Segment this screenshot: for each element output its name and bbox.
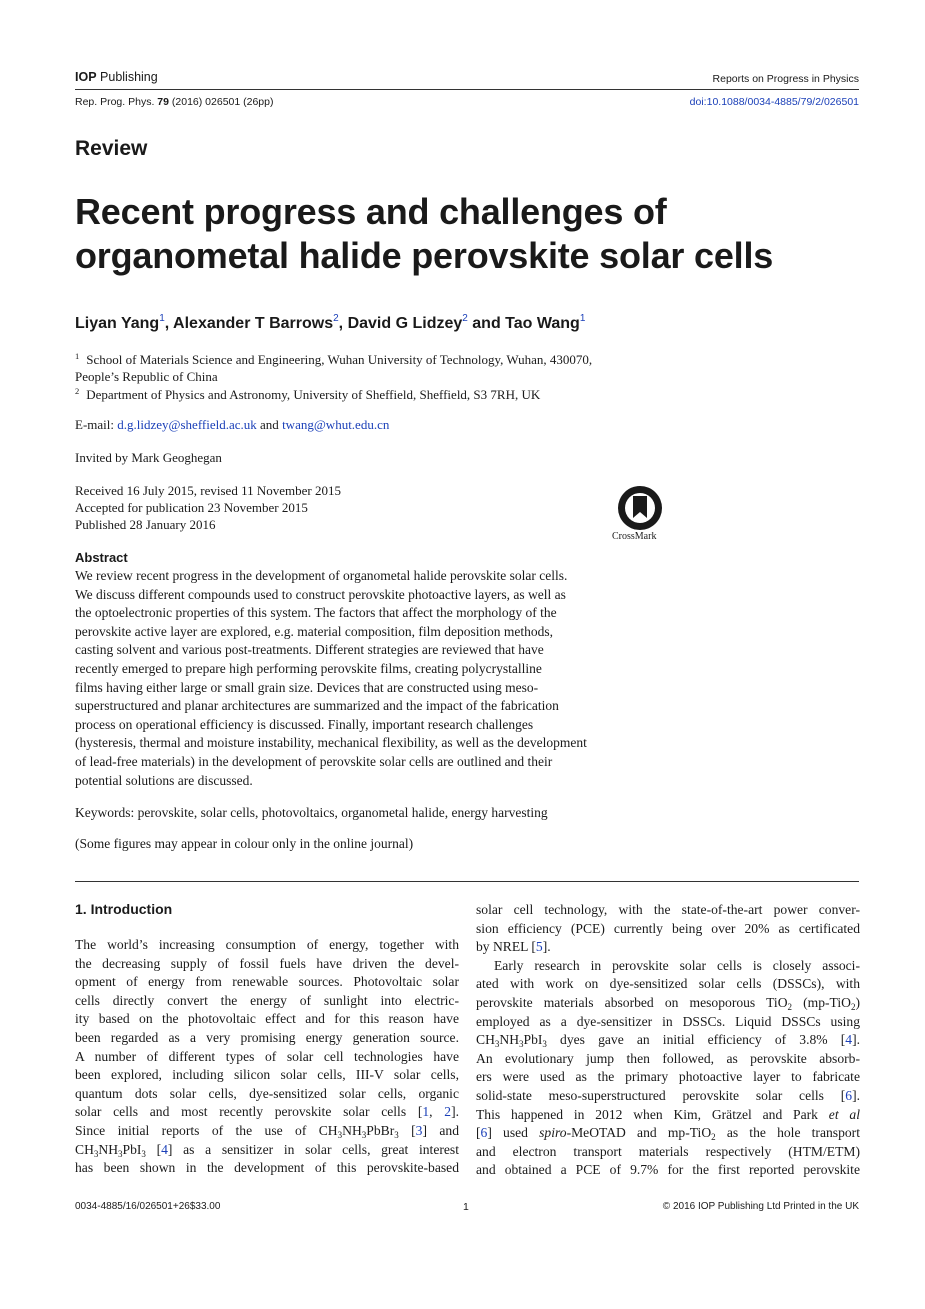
publisher-logo: IOP Publishing — [75, 70, 158, 84]
published-date: Published 28 January 2016 — [75, 517, 216, 532]
citation: Rep. Prog. Phys. 79 (2016) 026501 (26pp) — [75, 96, 274, 108]
footer-copyright: © 2016 IOP Publishing Ltd Printed in the UK — [662, 1201, 859, 1212]
abstract-line: of lead-free materials) in the development of perovskite solar cells are outlined and their — [75, 753, 553, 769]
article-title: Recent progress and challenges of organometal halide perovskite solar cells — [75, 191, 774, 276]
doi-link[interactable]: doi:10.1088/0034-4885/79/2/026501 — [689, 96, 859, 108]
body-line: opment of energy from renewable sources. Photovoltaic solar — [75, 974, 459, 990]
affiliation-2: $^2$ Department of Physics and Astronomy, University of Sheffield, Sheffield, S3 7RH, UK — [75, 386, 541, 402]
ref-link[interactable]: 4 — [845, 1032, 853, 1048]
abstract-heading: Abstract — [75, 550, 128, 565]
author-list — [75, 313, 585, 333]
abstract-line: casting solvent and various post-treatments. Different strategies are reviewed that have — [75, 642, 544, 658]
abstract-line: process on operational efficiency is discussed. Finally, important research challenges — [75, 716, 534, 732]
ref-link[interactable]: 3 — [415, 1122, 423, 1138]
body-line: Early research in perovskite solar cells is closely associ- — [494, 957, 860, 973]
body-line: A number of different types of solar cell technologies have — [75, 1048, 459, 1064]
abstract-line: We discuss different compounds used to construct perovskite photoactive layers, as well as — [75, 586, 566, 602]
author-affiliation-mark[interactable]: 1 — [159, 313, 165, 324]
ref-link[interactable]: 2 — [444, 1104, 452, 1120]
article-type: Review — [75, 137, 148, 160]
abstract-line: the optoelectronic properties of this system. The factors that affect the morphology of the — [75, 605, 557, 621]
body-line: solid-state meso-superstructured perovskite solar cells [6]. — [476, 1087, 860, 1103]
header-rule — [75, 89, 859, 90]
body-line: The world’s increasing consumption of energy, together with — [75, 937, 459, 952]
body-line: quantum dots solar cells, dye-sensitized solar cells, organic — [75, 1085, 459, 1101]
ref-link[interactable]: 1 — [422, 1104, 430, 1120]
author-affiliation-mark[interactable]: 2 — [462, 313, 468, 324]
journal-name: Reports on Progress in Physics — [712, 73, 859, 85]
ref-link[interactable]: 6 — [845, 1087, 853, 1103]
keywords: Keywords: perovskite, solar cells, photovoltaics, organometal halide, energy harvesting — [75, 805, 548, 820]
abstract-line: potential solutions are discussed. — [75, 772, 253, 788]
right-column — [476, 901, 860, 1180]
abstract-line: recently emerged to prepare high performing perovskite films, creating polycrystalline — [75, 660, 542, 676]
body-line: An evolutionary jump then followed, as perovskite absorb- — [476, 1050, 860, 1066]
body-line: Since initial reports of the use of $CH_3NH_3PbBr_3$ [3] and — [75, 1122, 459, 1140]
body-line: employed as a dye-sensitizer in DSSCs. Liquid DSSCs using — [476, 1013, 860, 1029]
abstract-line: superstructured and planar architectures are summarized and the impact of the fabrication — [75, 698, 559, 714]
email-line: E-mail: d.g.lidzey@sheffield.ac.uk and twang@whut.edu.cn — [75, 417, 390, 432]
abstract-line: films having either large or small grain size. Devices that are constructed using meso- — [75, 679, 539, 695]
abstract-line: (hysteresis, thermal and moisture instability, mechanical flexibility, as well as the development — [75, 735, 587, 751]
email-link-2[interactable]: twang@whut.edu.cn — [282, 417, 390, 432]
email-link-1[interactable]: d.g.lidzey@sheffield.ac.uk — [117, 417, 257, 432]
body-line: perovskite materials absorbed on mesoporous TiO$_2$ (mp-TiO$_2$) — [476, 994, 860, 1012]
body-rule — [75, 881, 859, 882]
footer-code: 0034-4885/16/026501+26$33.00 — [75, 1201, 221, 1212]
body-line: [6] used spiro-MeOTAD and mp-TiO$_2$ as the hole transport — [476, 1125, 860, 1143]
body-line: the decreasing supply of fossil fuels have driven the devel- — [75, 955, 459, 971]
abstract-line: perovskite active layer are explored, e.g. material composition, film deposition methods, — [75, 623, 553, 639]
author-name: Tao Wang — [505, 315, 580, 332]
author-affiliation-mark[interactable]: 2 — [333, 313, 339, 324]
body-line: has been shown in the development of this perovskite-based — [75, 1160, 459, 1176]
author-separator: , — [164, 315, 174, 332]
author-affiliation-mark[interactable]: 1 — [579, 313, 586, 324]
ref-link[interactable]: 5 — [535, 939, 543, 955]
section-heading-introduction: 1. Introduction — [75, 901, 173, 917]
ref-link[interactable]: 6 — [480, 1125, 488, 1141]
body-line: solar cells and most recently perovskite solar cells [1, 2]. — [75, 1104, 459, 1120]
body-line: ity based on the photovoltaic effect and for this reason have — [75, 1011, 459, 1027]
received-date: Received 16 July 2015, revised 11 November 2015 — [75, 483, 341, 498]
body-line: cells directly convert the energy of sunlight into electric- — [75, 992, 459, 1008]
body-line: been explored, including silicon solar cells, III-V solar cells, — [75, 1067, 459, 1083]
left-column — [75, 936, 459, 1178]
author-separator: and — [467, 315, 506, 332]
body-line: and electron transport materials respectively (HTM/ETM) — [476, 1143, 860, 1159]
page-number: 1 — [463, 1201, 469, 1213]
body-line: This happened in 2012 when Kim, Grätzel and Park et al — [476, 1106, 860, 1122]
body-line: $CH_3NH_3PbI_3$ [4] as a sensitizer in solar cells, great interest — [75, 1141, 459, 1159]
author-name: David G Lidzey — [347, 315, 463, 332]
body-line: been regarded as a very promising energy generation source. — [75, 1029, 459, 1045]
body-line: solar cell technology, with the state-of-the-art power conver- — [476, 902, 860, 917]
abstract-line: We review recent progress in the development of organometal halide perovskite solar cells. — [75, 568, 568, 583]
ref-link[interactable]: 4 — [161, 1141, 168, 1157]
crossmark-icon[interactable] — [614, 484, 666, 532]
invited-by: Invited by Mark Geoghegan — [75, 450, 222, 465]
body-line: ers were used as the primary photoactive layer to fabricate — [476, 1069, 860, 1085]
body-line: and obtained a PCE of 9.7% for the first reported perovskite — [476, 1162, 860, 1178]
author-separator: , — [338, 315, 348, 332]
crossmark-label: CrossMark — [612, 531, 657, 542]
body-line: $CH_3NH_3PbI_3$ dyes gave an initial efficiency of 3.8% [4]. — [476, 1032, 860, 1050]
body-line: sion efficiency (PCE) currently being over 20% as certificated — [476, 920, 860, 936]
author-name: Liyan Yang — [75, 315, 160, 332]
colour-note: (Some figures may appear in colour only in the online journal) — [75, 836, 414, 851]
author-name: Alexander T Barrows — [173, 315, 334, 332]
affiliation-1: $^1$ School of Materials Science and Engineering, Wuhan University of Technology, Wuhan, 430070, People’s Republic of China — [75, 351, 593, 384]
body-line: by NREL [5]. — [476, 939, 551, 955]
accepted-date: Accepted for publication 23 November 2015 — [75, 500, 308, 515]
body-line: ated with work on dye-sensitized solar cells (DSSCs), with — [476, 976, 860, 992]
abstract-text — [75, 567, 677, 790]
